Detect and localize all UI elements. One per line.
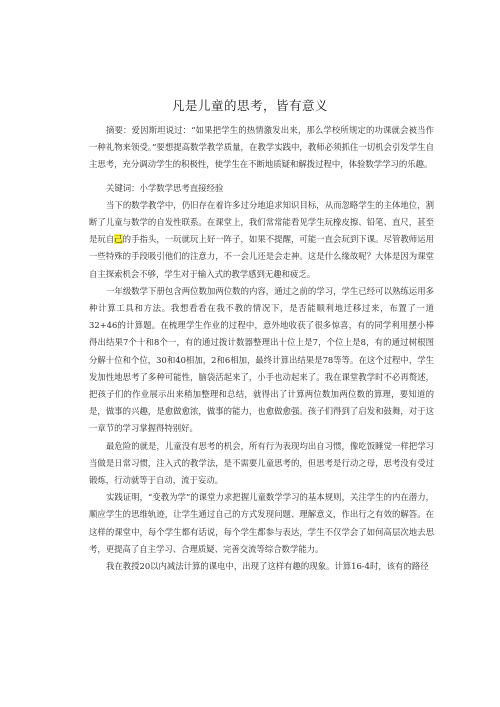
body-paragraph: 最危险的就是，儿童没有思考的机会，所有行为表现均出自习惯，像吃饭睡觉一样把学习当做是日常习惯，注入式的教学法，是不需要儿童思考的，但思考是行动之母，思考没有受过锻炼，行动就等于自动，流于妄动。 [89, 440, 434, 486]
body-paragraph: 我在教授20以内减法计算的课电中，出现了这样有趣的现象。计算16-4时，该有的路径 [106, 561, 429, 572]
highlight-mark: 己 [114, 234, 123, 245]
keywords-paragraph: 关键词：小学数学思考直接经验 [106, 182, 224, 193]
body-paragraph: 当下的数学教学中，仍旧存在着许多过分地追求知识目标，从而忽略学生的主体地位，割断了儿童与数学的自发性联系。在课堂上，我们常常能看见学生玩橡皮擦、铅笔、直尺，甚至是玩自己的手指头，一玩就玩上好一阵子，如果不提醒，可能一直会玩到下课。尽管教师运用一些特殊的手段吸引他们的注意力，不一会儿还是会走神。这是什么缘故呢？大体是因为课堂自主探索机会不够，学生对于输入式的教学感到无趣和疲乏。 [89, 199, 435, 279]
document-body [89, 122, 434, 575]
document-title: 凡是儿童的思考，皆有意义 [171, 98, 328, 113]
body-paragraph: 一年级数学下册包含两位数加两位数的内容，通过之前的学习，学生已经可以熟练运用多种计算工具和方法。我想看看在我不教的情况下，是否能顺利地迁移过来，布置了一道32+46的计算题。在梳理学生作业的过程中，意外地收获了很多惊喜，有的同学利用摆小棒得出结果7个十和8个一，有的通过拨计数器整理出十位上是7，个位上是8，有的通过树根图分解十位和个位，30和40相加，2和6相加，最终计算出结果是78等等。在这个过程中，学生发加性地思考了多种可能性，脑袋活起来了，小手也动起来了。我在课堂教学时不必再赘述，把孩子们的作业展示出来稍加整理和总结，就得出了计算两位数加两位数的算理，要知道的是，做事的兴趣，是愈做愈浓，做事的能力，也愈做愈强。孩子们得到了启发和鼓舞，对于这一章节的学习掌握得特别好。 [89, 285, 434, 434]
abstract-paragraph: 摘要：爱因斯坦说过：“如果把学生的热情激发出来，那么学校所规定的功课就会被当作一种礼物来领受。”要想提高数学教学质量，在教学实践中，教师必须抓住一切机会引发学生自主思考，充分调动学生的积极性，使学生在不断地质疑和解拨过程中，体验数学学习的乐趣。 [89, 125, 434, 170]
body-paragraph: 实践证明，“变教为学”的课堂力求把握儿童数学学习的基本规则，关注学生的内在潜力，顺应学生的思维轨迹，让学生通过自己的方式发现问题、理解意义，作出行之有效的解答。在这样的课堂中，每个学生都有话说，每个学生都参与表达，学生不仅学会了如何高层次地去思考，更提高了自主学习、合理质疑、完善交流等综合数学能力。 [89, 492, 434, 554]
